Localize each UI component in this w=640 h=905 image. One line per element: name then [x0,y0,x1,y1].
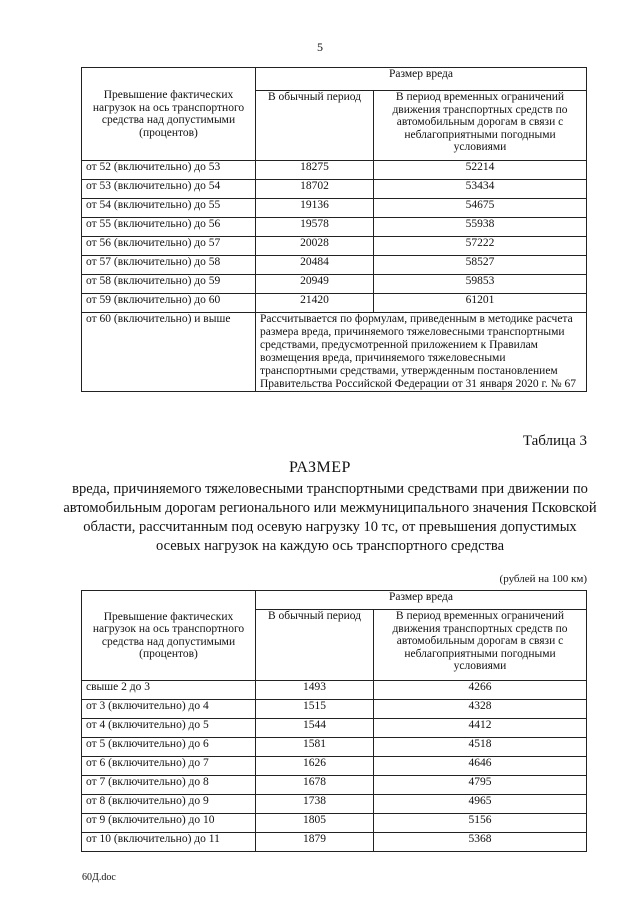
table-row [82,218,587,237]
header-normal-period: В обычный период [256,610,374,681]
page-number: 5 [317,40,323,54]
footer-filename: 60Д.doc [82,872,116,883]
row-label: свыше 2 до 3 [82,681,256,700]
table-number: Таблица 3 [522,433,587,449]
value-normal: 1879 [256,833,374,852]
value-normal: 1581 [256,738,374,757]
header-overload-percent: Превышение фактических нагрузок на ось транспортного средства над допустимыми (процентов) [82,591,256,681]
row-label: от 54 (включительно) до 55 [82,199,256,218]
value-normal: 20484 [256,256,374,275]
value-restricted: 4646 [374,757,587,776]
row-label: от 52 (включительно) до 53 [82,161,256,180]
row-label: от 4 (включительно) до 5 [82,719,256,738]
damage-table-continued [81,67,587,392]
row-label: от 8 (включительно) до 9 [82,795,256,814]
value-restricted: 4965 [374,795,587,814]
table-row [82,681,587,700]
table-row [82,237,587,256]
value-normal: 1544 [256,719,374,738]
table-row [82,833,587,852]
value-restricted: 4328 [374,700,587,719]
value-normal: 1805 [256,814,374,833]
value-normal: 21420 [256,294,374,313]
row-label: от 53 (включительно) до 54 [82,180,256,199]
table-subtitle: вреда, причиняемого тяжеловесными транспортными средствами при движении по автомобильным дорогам регионального или межмуниципального значения Псковской области, рассчитанным под осевую нагрузку 10 тс, от превышения допустимых осевых нагрузок на каждую ось транспортного средства [63,481,597,554]
table-row [82,256,587,275]
value-restricted: 58527 [374,256,587,275]
row-label: от 10 (включительно) до 11 [82,833,256,852]
table-row [82,199,587,218]
table-row [82,719,587,738]
value-normal: 18275 [256,161,374,180]
value-normal: 1493 [256,681,374,700]
value-restricted: 4795 [374,776,587,795]
header-damage-size: Размер вреда [256,68,587,91]
table-row [82,738,587,757]
table-row [82,700,587,719]
header-overload-percent: Превышение фактических нагрузок на ось транспортного средства над допустимыми (процентов) [82,68,256,161]
row-label: от 9 (включительно) до 10 [82,814,256,833]
value-restricted: 54675 [374,199,587,218]
row-label: от 55 (включительно) до 56 [82,218,256,237]
value-restricted: 5156 [374,814,587,833]
table-row [82,294,587,313]
table-row [82,795,587,814]
value-normal: 1678 [256,776,374,795]
damage-table-3 [81,590,587,852]
formula-note: Рассчитывается по формулам, приведенным в методике расчета размера вреда, причиняемого тяжеловесными транспортными средствами, предусмотренной приложением к Правилам возмещения вреда, причиняемого тяжеловесными транспортными средствами, утвержденным постановлением Правительства Российской Федерации от 31 января 2020 г. № 67 [256,313,587,392]
table-row [82,275,587,294]
table-row [82,161,587,180]
value-restricted: 57222 [374,237,587,256]
value-restricted: 61201 [374,294,587,313]
value-restricted: 52214 [374,161,587,180]
value-normal: 1626 [256,757,374,776]
table-row [82,180,587,199]
value-restricted: 53434 [374,180,587,199]
row-label: от 60 (включительно) и выше [82,313,256,392]
row-label: от 57 (включительно) до 58 [82,256,256,275]
row-label: от 7 (включительно) до 8 [82,776,256,795]
header-restricted-period: В период временных ограничений движения транспортных средств по автомобильным дорогам в связи с неблагоприятными погодными условиями [374,610,587,681]
row-label: от 58 (включительно) до 59 [82,275,256,294]
value-restricted: 5368 [374,833,587,852]
row-label: от 56 (включительно) до 57 [82,237,256,256]
value-normal: 20949 [256,275,374,294]
header-restricted-period: В период временных ограничений движения транспортных средств по автомобильным дорогам в связи с неблагоприятными погодными условиями [374,91,587,161]
value-restricted: 4266 [374,681,587,700]
value-restricted: 4518 [374,738,587,757]
row-label: от 5 (включительно) до 6 [82,738,256,757]
table-row [82,776,587,795]
value-normal: 1738 [256,795,374,814]
value-normal: 19578 [256,218,374,237]
table-row [82,814,587,833]
value-normal: 19136 [256,199,374,218]
units-label: (рублей на 100 км) [499,573,587,585]
row-label: от 3 (включительно) до 4 [82,700,256,719]
header-damage-size: Размер вреда [256,591,587,610]
value-restricted: 55938 [374,218,587,237]
value-normal: 18702 [256,180,374,199]
table-row [82,757,587,776]
value-normal: 20028 [256,237,374,256]
value-normal: 1515 [256,700,374,719]
table-title: РАЗМЕР [289,459,351,476]
value-restricted: 4412 [374,719,587,738]
value-restricted: 59853 [374,275,587,294]
row-label: от 59 (включительно) до 60 [82,294,256,313]
table-row [82,313,587,392]
header-normal-period: В обычный период [256,91,374,161]
row-label: от 6 (включительно) до 7 [82,757,256,776]
